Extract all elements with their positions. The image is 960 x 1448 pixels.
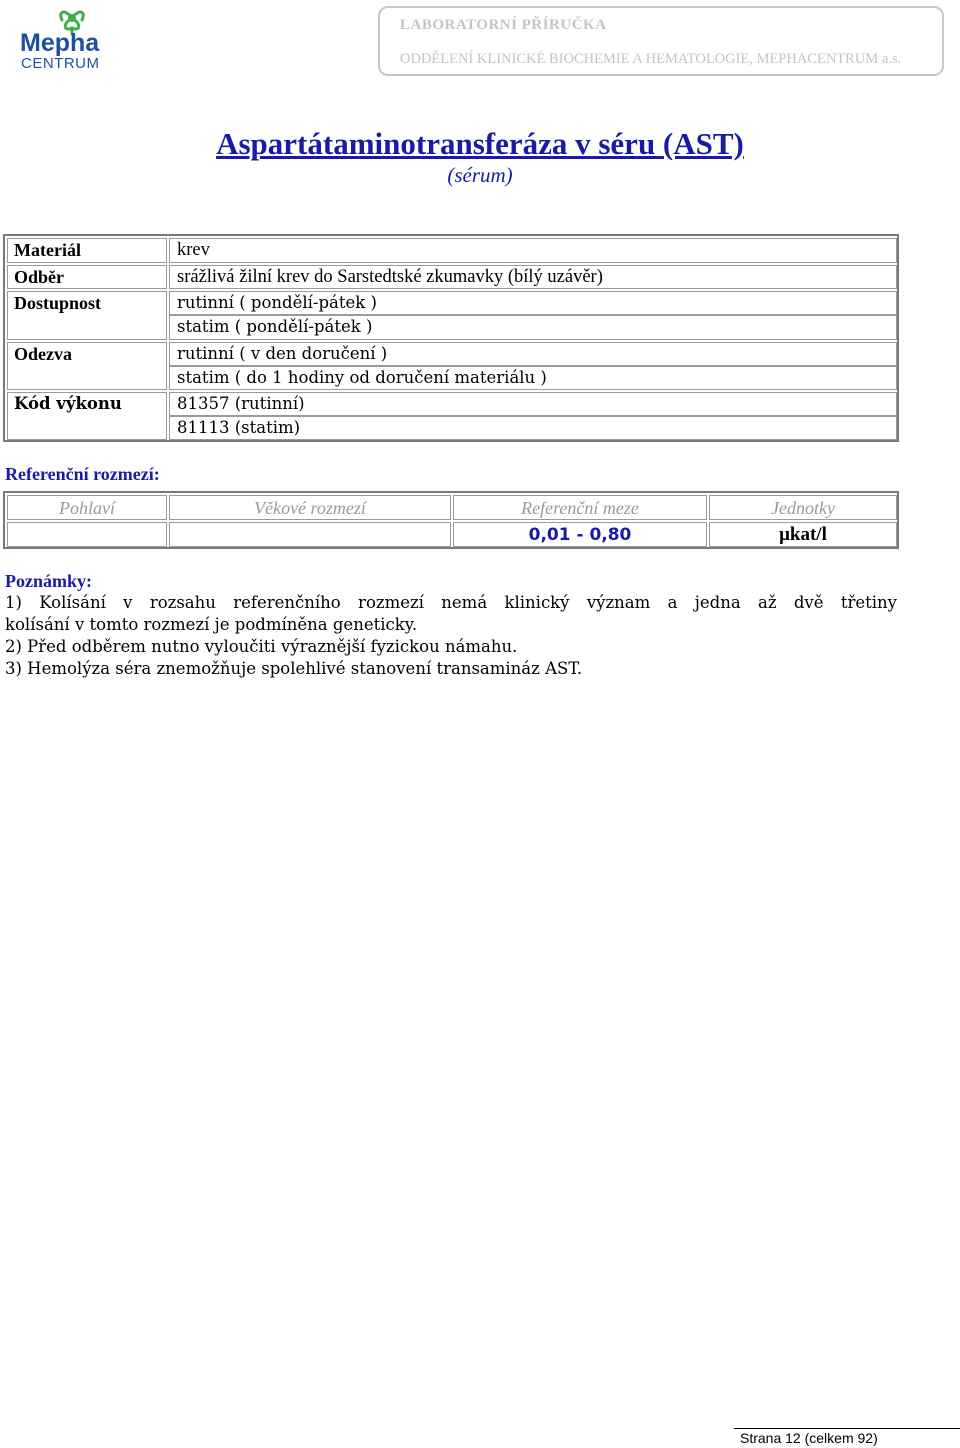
- dostupnost-label: Dostupnost: [7, 291, 167, 340]
- mepha-centrum-logo: [14, 4, 114, 74]
- note-3: 3) Hemolýza séra znemožňuje spolehlivé stanovení transamináz AST.: [5, 659, 583, 678]
- note-1-line-2: kolísání v tomto rozmezí je podmíněna geneticky.: [5, 615, 418, 634]
- ref-header-jednotky: Jednotky: [709, 495, 897, 520]
- material-value: krev: [169, 238, 897, 263]
- note-2: 2) Před odběrem nutno vyloučiti výraznější fyzickou námahu.: [5, 637, 518, 656]
- ref-header-vek: Věkové rozmezí: [169, 495, 451, 520]
- header-department: ODDĚLENÍ KLINICKÉ BIOCHEMIE A HEMATOLOGIE, MEPHACENTRUM a.s.: [400, 51, 902, 67]
- odezva-value-statim: statim ( do 1 hodiny od doručení materiálu ): [169, 366, 897, 390]
- page-subtitle: (sérum): [447, 163, 513, 187]
- ref-cell-vek: [169, 522, 451, 547]
- reference-range-heading: Referenční rozmezí:: [5, 464, 160, 484]
- odezva-label: Odezva: [7, 342, 167, 390]
- ref-cell-meze: 0,01 - 0,80: [453, 522, 707, 547]
- odber-label: Odběr: [7, 265, 167, 289]
- page-title: Aspartátaminotransferáza v séru (AST): [216, 126, 744, 161]
- header-title: LABORATORNÍ PŘÍRUČKA: [400, 17, 607, 33]
- notes-list: [5, 592, 897, 680]
- notes-heading: Poznámky:: [5, 571, 92, 591]
- reference-table: [3, 491, 899, 549]
- info-table: [3, 234, 899, 442]
- page-number: Strana 12 (celkem 92): [740, 1430, 878, 1446]
- ref-header-pohlavi: Pohlaví: [7, 495, 167, 520]
- logo-mepha-text: Mepha: [20, 29, 100, 57]
- ref-header-meze: Referenční meze: [453, 495, 707, 520]
- kod-vykonu-rutinni: 81357 (rutinní): [169, 392, 897, 416]
- kod-vykonu-statim: 81113 (statim): [169, 416, 897, 440]
- dostupnost-value-statim: statim ( pondělí-pátek ): [169, 315, 897, 340]
- footer-divider: [734, 1428, 960, 1429]
- kod-vykonu-label: Kód výkonu: [7, 392, 167, 440]
- ref-cell-jednotky: μkat/l: [709, 522, 897, 547]
- header-box: [378, 6, 944, 76]
- logo-centrum-text: CENTRUM: [21, 55, 100, 72]
- dostupnost-value-rutinni: rutinní ( pondělí-pátek ): [169, 291, 897, 315]
- odber-value: srážlivá žilní krev do Sarstedtské zkumavky (bílý uzávěr): [169, 265, 897, 289]
- material-label: Materiál: [7, 238, 167, 263]
- odezva-value-rutinni: rutinní ( v den doručení ): [169, 342, 897, 366]
- note-1-line-1: 1) Kolísání v rozsahu referenčního rozmezí nemá klinický význam a jedna až dvě třetiny: [5, 593, 897, 612]
- ref-cell-pohlavi: [7, 522, 167, 547]
